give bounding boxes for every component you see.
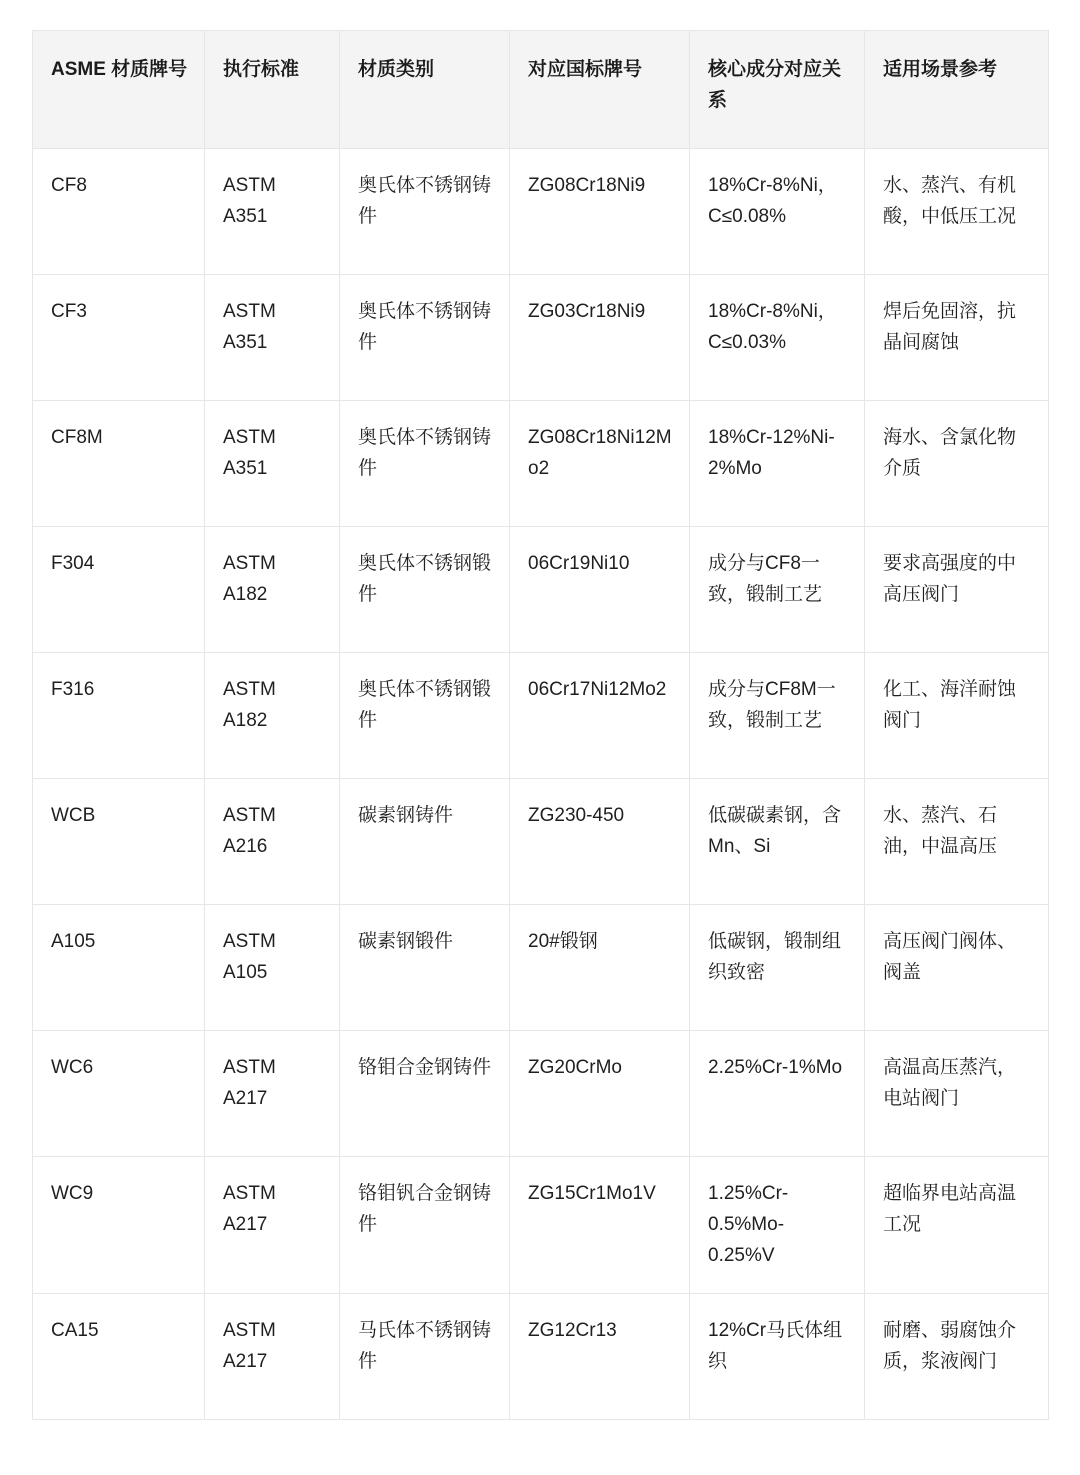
- table-header: [33, 31, 1049, 149]
- cell-gb-grade: ZG03Cr18Ni9: [510, 275, 690, 401]
- cell-gb-grade: 20#锻钢: [510, 905, 690, 1031]
- cell-category: 奥氏体不锈钢锻件: [340, 653, 510, 779]
- material-mapping-table: [32, 30, 1049, 1420]
- cell-standard: ASTM A217: [205, 1294, 340, 1420]
- cell-gb-grade: ZG08Cr18Ni9: [510, 149, 690, 275]
- cell-gb-grade: ZG15Cr1Mo1V: [510, 1157, 690, 1294]
- cell-asme-grade: CF8M: [33, 401, 205, 527]
- column-header-composition: 核心成分对应关系: [690, 31, 865, 149]
- cell-gb-grade: 06Cr17Ni12Mo2: [510, 653, 690, 779]
- cell-composition: 12%Cr马氏体组织: [690, 1294, 865, 1420]
- cell-application: 耐磨、弱腐蚀介质，浆液阀门: [865, 1294, 1049, 1420]
- cell-asme-grade: CA15: [33, 1294, 205, 1420]
- cell-gb-grade: ZG12Cr13: [510, 1294, 690, 1420]
- cell-application: 高温高压蒸汽，电站阀门: [865, 1031, 1049, 1157]
- table-row: [33, 1294, 1049, 1420]
- cell-category: 奥氏体不锈钢锻件: [340, 527, 510, 653]
- cell-composition: 成分与CF8M一致，锻制工艺: [690, 653, 865, 779]
- cell-standard: ASTM A182: [205, 653, 340, 779]
- table-header-row: [33, 31, 1049, 149]
- table-body: [33, 149, 1049, 1420]
- cell-application: 海水、含氯化物介质: [865, 401, 1049, 527]
- table-row: [33, 779, 1049, 905]
- cell-standard: ASTM A351: [205, 275, 340, 401]
- column-header-application: 适用场景参考: [865, 31, 1049, 149]
- cell-composition: 成分与CF8一致，锻制工艺: [690, 527, 865, 653]
- cell-standard: ASTM A105: [205, 905, 340, 1031]
- cell-asme-grade: F304: [33, 527, 205, 653]
- cell-gb-grade: ZG20CrMo: [510, 1031, 690, 1157]
- cell-application: 水、蒸汽、石油，中温高压: [865, 779, 1049, 905]
- cell-composition: 2.25%Cr-1%Mo: [690, 1031, 865, 1157]
- table-row: [33, 1157, 1049, 1294]
- column-header-asme-grade: ASME 材质牌号: [33, 31, 205, 149]
- cell-gb-grade: 06Cr19Ni10: [510, 527, 690, 653]
- cell-application: 高压阀门阀体、阀盖: [865, 905, 1049, 1031]
- cell-category: 马氏体不锈钢铸件: [340, 1294, 510, 1420]
- cell-composition: 18%Cr-8%Ni，C≤0.03%: [690, 275, 865, 401]
- table-row: [33, 1031, 1049, 1157]
- table-row: [33, 527, 1049, 653]
- cell-application: 要求高强度的中高压阀门: [865, 527, 1049, 653]
- cell-standard: ASTM A351: [205, 149, 340, 275]
- cell-category: 碳素钢铸件: [340, 779, 510, 905]
- cell-standard: ASTM A217: [205, 1031, 340, 1157]
- cell-gb-grade: ZG230-450: [510, 779, 690, 905]
- cell-asme-grade: F316: [33, 653, 205, 779]
- cell-composition: 低碳钢，锻制组织致密: [690, 905, 865, 1031]
- column-header-gb-grade: 对应国标牌号: [510, 31, 690, 149]
- cell-category: 铬钼合金钢铸件: [340, 1031, 510, 1157]
- cell-composition: 1.25%Cr-0.5%Mo-0.25%V: [690, 1157, 865, 1294]
- cell-application: 化工、海洋耐蚀阀门: [865, 653, 1049, 779]
- cell-asme-grade: WC9: [33, 1157, 205, 1294]
- table-row: [33, 905, 1049, 1031]
- cell-category: 奥氏体不锈钢铸件: [340, 275, 510, 401]
- table-row: [33, 653, 1049, 779]
- table-row: [33, 401, 1049, 527]
- cell-application: 水、蒸汽、有机酸，中低压工况: [865, 149, 1049, 275]
- cell-asme-grade: WC6: [33, 1031, 205, 1157]
- cell-standard: ASTM A351: [205, 401, 340, 527]
- column-header-category: 材质类别: [340, 31, 510, 149]
- cell-category: 奥氏体不锈钢铸件: [340, 149, 510, 275]
- cell-standard: ASTM A182: [205, 527, 340, 653]
- cell-category: 奥氏体不锈钢铸件: [340, 401, 510, 527]
- cell-application: 超临界电站高温工况: [865, 1157, 1049, 1294]
- cell-composition: 18%Cr-12%Ni-2%Mo: [690, 401, 865, 527]
- table-row: [33, 275, 1049, 401]
- table-row: [33, 149, 1049, 275]
- cell-asme-grade: WCB: [33, 779, 205, 905]
- cell-gb-grade: ZG08Cr18Ni12Mo2: [510, 401, 690, 527]
- cell-asme-grade: A105: [33, 905, 205, 1031]
- cell-standard: ASTM A217: [205, 1157, 340, 1294]
- column-header-standard: 执行标准: [205, 31, 340, 149]
- cell-composition: 18%Cr-8%Ni，C≤0.08%: [690, 149, 865, 275]
- cell-asme-grade: CF3: [33, 275, 205, 401]
- cell-asme-grade: CF8: [33, 149, 205, 275]
- cell-standard: ASTM A216: [205, 779, 340, 905]
- cell-category: 碳素钢锻件: [340, 905, 510, 1031]
- cell-composition: 低碳碳素钢，含Mn、Si: [690, 779, 865, 905]
- cell-category: 铬钼钒合金钢铸件: [340, 1157, 510, 1294]
- cell-application: 焊后免固溶，抗晶间腐蚀: [865, 275, 1049, 401]
